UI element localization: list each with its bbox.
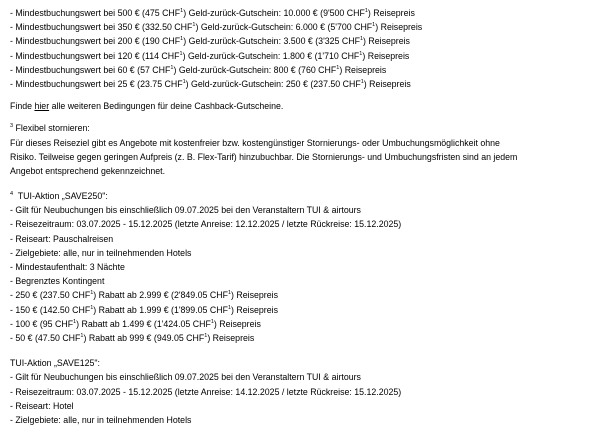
save125-section <box>10 356 600 427</box>
conditions-paragraph: Finde hier alle weiteren Bedingungen für deine Cashback-Gutscheine. <box>10 101 284 112</box>
paragraph-line: Für dieses Reiseziel gibt es Angebote mit kostenfreier bzw. kostengünstiger Stornierungs- oder Umbuchungsmöglichkeit ohne <box>10 137 500 148</box>
discount-line: - 100 € (95 CHF$^1$) Rabatt ab 1.499 € (1'424.05 CHF$^1$) Reisepreis <box>10 318 261 329</box>
paragraph-line: Risiko. Teilweise gegen geringen Aufpreis (z. B. Flex-Tarif) hinzubuchbar. Die Stornierungs- und Umbuchungsfristen sind an jedem <box>10 151 518 162</box>
paragraph-line: Angebot entsprechend gekennzeichnet. <box>10 165 166 176</box>
condition-line: - Reisezeitraum: 03.07.2025 - 15.12.2025 (letzte Anreise: 12.12.2025 / letzte Rückreise: 15.12.2025) <box>10 219 402 230</box>
flex-cancel-section <box>10 121 600 178</box>
condition-line: - Reisezeitraum: 03.07.2025 - 15.12.2025 (letzte Anreise: 14.12.2025 / letzte Rückreise: 15.12.2025) <box>10 386 402 397</box>
condition-line: - Zielgebiete: alle, nur in teilnehmenden Hotels <box>10 414 192 425</box>
terms-document <box>0 6 600 427</box>
condition-line: - Mindestaufenthalt: 3 Nächte <box>10 262 125 272</box>
save250-section <box>10 189 600 345</box>
cashback-list <box>10 6 600 91</box>
condition-line: - Reiseart: Hotel <box>10 400 74 411</box>
section-heading: $^3$ Flexibel stornieren: <box>10 123 90 134</box>
section-heading: TUI-Aktion „SAVE125": <box>10 358 100 369</box>
condition-line: - Reiseart: Pauschalreisen <box>10 233 114 244</box>
cashback-line: - Mindestbuchungswert bei 25 € (23.75 CHF$^1$) Geld-zurück-Gutschein: 250 € (237.50 CHF$^1$) Reisepreis <box>10 78 411 89</box>
condition-line: - Zielgebiete: alle, nur in teilnehmenden Hotels <box>10 247 192 258</box>
section-heading: $^4$ TUI-Aktion „SAVE250": <box>10 191 108 202</box>
cashback-line: - Mindestbuchungswert bei 120 € (114 CHF$^1$) Geld-zurück-Gutschein: 1.800 € (1'710 CHF$^1$) Reisepreis <box>10 50 410 61</box>
condition-line: - Begrenztes Kontingent <box>10 276 105 287</box>
cashback-line: - Mindestbuchungswert bei 200 € (190 CHF$^1$) Geld-zurück-Gutschein: 3.500 € (3'325 CHF$^1$) Reisepreis <box>10 36 410 47</box>
cashback-line: - Mindestbuchungswert bei 350 € (332.50 CHF$^1$) Geld-zurück-Gutschein: 6.000 € (5'700 CHF$^1$) Reisepreis <box>10 22 423 33</box>
discount-line: - 250 € (237.50 CHF$^1$) Rabatt ab 2.999 € (2'849.05 CHF$^1$) Reisepreis <box>10 290 278 301</box>
cashback-line: - Mindestbuchungswert bei 500 € (475 CHF$^1$) Geld-zurück-Gutschein: 10.000 € (9'500 CHF$^1$) Reisepreis <box>10 8 415 18</box>
condition-line: - Gilt für Neubuchungen bis einschließlich 09.07.2025 bei den Veranstaltern TUI & airtours <box>10 372 361 383</box>
conditions-link[interactable]: hier <box>34 101 50 112</box>
cashback-line: - Mindestbuchungswert bei 60 € (57 CHF$^1$) Geld-zurück-Gutschein: 800 € (760 CHF$^1$) Reisepreis <box>10 64 387 75</box>
discount-line: - 50 € (47.50 CHF$^1$) Rabatt ab 999 € (949.05 CHF$^1$) Reisepreis <box>10 332 255 343</box>
discount-line: - 150 € (142.50 CHF$^1$) Rabatt ab 1.999 € (1'899.05 CHF$^1$) Reisepreis <box>10 304 278 315</box>
condition-line: - Gilt für Neubuchungen bis einschließlich 09.07.2025 bei den Veranstaltern TUI & airtours <box>10 205 361 216</box>
